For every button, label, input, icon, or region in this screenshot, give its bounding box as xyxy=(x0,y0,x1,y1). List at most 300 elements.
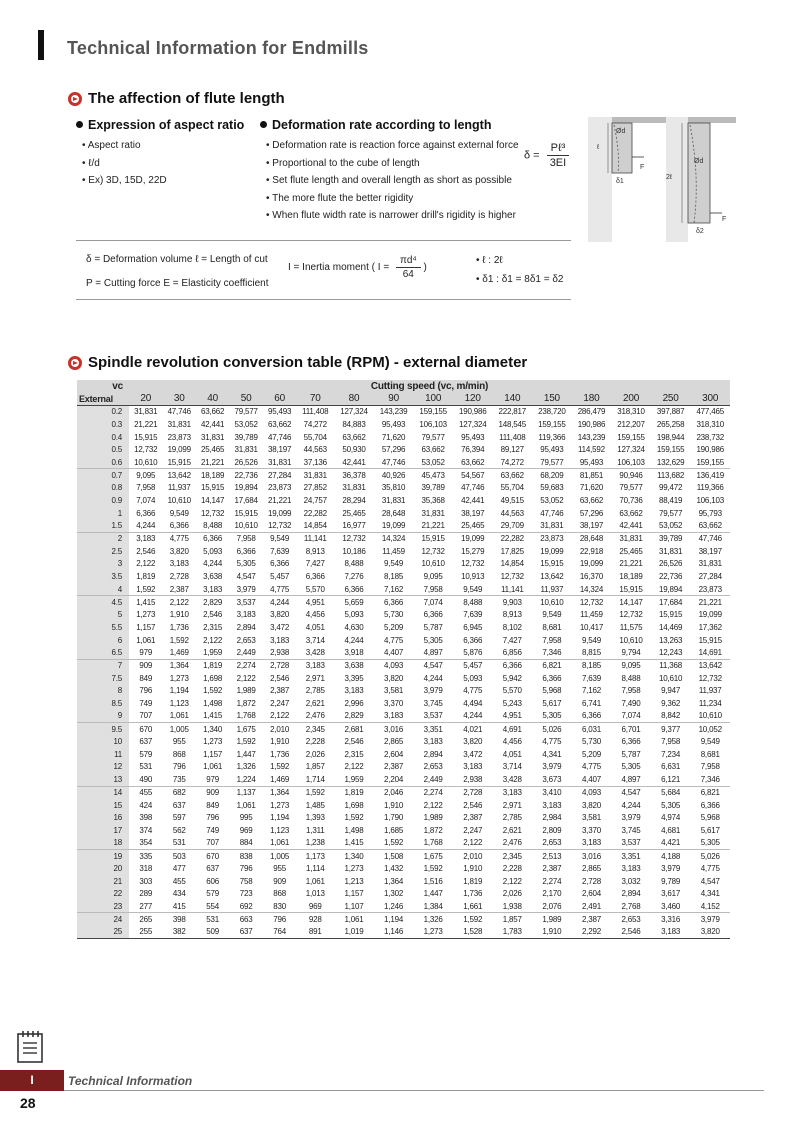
rpm-cell: 18,189 xyxy=(619,572,643,582)
rpm-cell: 4,547 xyxy=(423,661,443,671)
rpm-cell: 6,366 xyxy=(305,572,325,582)
rpm-cell: 1,157 xyxy=(203,749,223,759)
rpm-cell: 955 xyxy=(172,737,186,747)
rpm-cell: 531 xyxy=(162,837,195,850)
table-row xyxy=(77,558,730,571)
rpm-cell: 106,103 xyxy=(611,456,651,469)
footer-section-tab: I xyxy=(0,1070,64,1091)
rpm-cell: 2,491 xyxy=(572,900,612,913)
diameter-cell: 2 xyxy=(77,532,129,545)
rpm-cell: 2,865 xyxy=(384,737,404,747)
rpm-cell: 2,971 xyxy=(305,673,325,683)
rpm-cell: 2,996 xyxy=(344,699,364,709)
rpm-cell: 4,341 xyxy=(542,749,562,759)
rpm-cell: 849 xyxy=(206,800,220,810)
rpm-cell: 10,610 xyxy=(421,559,445,569)
rpm-cell: 3,745 xyxy=(423,699,443,709)
rpm-cell: 415 xyxy=(162,900,195,913)
rpm-cell: 1,340 xyxy=(203,724,223,734)
rpm-cell: 849 xyxy=(139,673,153,683)
rpm-cell: 11,141 xyxy=(303,534,327,544)
rpm-cell: 1,173 xyxy=(305,851,325,861)
rpm-cell: 4,897 xyxy=(611,773,651,786)
rpm-cell: 6,945 xyxy=(463,622,483,632)
rpm-cell: 3,183 xyxy=(542,800,562,810)
rpm-cell: 38,197 xyxy=(461,508,485,518)
rpm-cell: 2,122 xyxy=(344,762,364,772)
arrow-circle-icon xyxy=(68,356,82,370)
rpm-cell: 749 xyxy=(206,825,220,835)
rpm-cell: 1,592 xyxy=(463,914,483,924)
rpm-cell: 95,493 xyxy=(572,456,612,469)
rpm-cell: 7,639 xyxy=(270,546,290,556)
rpm-cell: 2,046 xyxy=(384,788,404,798)
rpm-cell: 1,685 xyxy=(384,825,404,835)
rpm-cell: 95,493 xyxy=(540,445,564,455)
rpm-cell: 16,370 xyxy=(579,572,604,582)
rpm-cell: 14,324 xyxy=(572,583,612,596)
rpm-cell: 238,720 xyxy=(538,407,566,417)
rpm-cell: 17,825 xyxy=(500,546,524,556)
rpm-cell: 2,894 xyxy=(236,622,256,632)
rpm-cell: 11,937 xyxy=(167,483,191,493)
rpm-cell: 2,894 xyxy=(621,889,641,899)
rpm-cell: 1,157 xyxy=(344,889,364,899)
speed-header-cell: 30 xyxy=(162,393,195,406)
rpm-cell: 4,244 xyxy=(344,635,364,645)
rpm-cell: 3,472 xyxy=(270,622,290,632)
rpm-cell: 4,244 xyxy=(203,559,223,569)
rpm-cell: 1,273 xyxy=(169,673,189,683)
table-row xyxy=(77,748,730,761)
rpm-cell: 1,768 xyxy=(413,837,453,850)
rpm-cell: 99,472 xyxy=(658,483,683,493)
rpm-cell: 2,604 xyxy=(384,749,404,759)
rpm-cell: 3,183 xyxy=(374,710,414,723)
rpm-cell: 3,820 xyxy=(690,926,730,939)
rpm-cell: 2,122 xyxy=(502,876,522,886)
rpm-cell: 57,296 xyxy=(381,445,406,455)
rpm-cell: 18,189 xyxy=(201,470,225,480)
rpm-cell: 6,366 xyxy=(203,534,223,544)
rpm-cell: 670 xyxy=(139,724,153,734)
section-title-rpm-table xyxy=(68,354,527,371)
rpm-cell: 3,918 xyxy=(334,646,374,659)
inertia-denominator: 64 xyxy=(402,269,414,280)
aspect-ratio-list xyxy=(82,140,167,193)
rpm-cell: 15,915 xyxy=(134,432,158,442)
rpm-cell: 335 xyxy=(139,851,153,861)
definition-p-e: P = Cutting force E = Elasticity coefficient xyxy=(86,278,269,289)
footer-label: Technical Information xyxy=(68,1074,193,1088)
rpm-cell: 1,384 xyxy=(413,900,453,913)
rpm-cell: 2,728 xyxy=(463,788,483,798)
rpm-cell: 12,243 xyxy=(651,646,691,659)
rpm-cell: 15,915 xyxy=(540,559,564,569)
diagram-label: F xyxy=(640,164,645,171)
rpm-cell: 95,493 xyxy=(461,432,485,442)
list-item: • When flute width rate is narrower drill's rigidity is higher xyxy=(266,210,519,228)
formula-fraction xyxy=(547,142,570,169)
rpm-cell: 47,746 xyxy=(374,456,414,469)
ratio-deformation: • δ1 : δ1 = 8δ1 = δ2 xyxy=(476,274,564,285)
rpm-cell: 2,865 xyxy=(581,863,601,873)
rpm-cell: 4,456 xyxy=(305,610,325,620)
diameter-cell: 9 xyxy=(77,710,129,723)
rpm-cell: 1,019 xyxy=(334,926,374,939)
rpm-cell: 2,653 xyxy=(236,635,256,645)
rpm-cell: 723 xyxy=(239,889,253,899)
rpm-cell: 4,244 xyxy=(453,710,493,723)
rpm-cell: 7,234 xyxy=(661,749,681,759)
rpm-cell: 2,513 xyxy=(542,851,562,861)
rpm-cell: 2,274 xyxy=(423,788,443,798)
table-row xyxy=(77,824,730,837)
diameter-cell: 0.6 xyxy=(77,456,129,469)
table-row xyxy=(77,405,730,418)
rpm-cell: 3,979 xyxy=(700,914,720,924)
rpm-cell: 1,273 xyxy=(136,610,156,620)
rpm-cell: 19,099 xyxy=(374,520,414,533)
rpm-cell: 7,639 xyxy=(581,673,601,683)
table-row xyxy=(77,926,730,939)
rpm-cell: 63,662 xyxy=(342,432,366,442)
rpm-cell: 303 xyxy=(139,876,153,886)
rpm-cell: 1,302 xyxy=(384,889,404,899)
rpm-cell: 6,366 xyxy=(502,661,522,671)
rpm-cell: 1,061 xyxy=(136,635,156,645)
speed-header-cell: 200 xyxy=(611,393,651,406)
rpm-cell: 7,346 xyxy=(690,773,730,786)
rpm-cell: 1,498 xyxy=(344,825,364,835)
rpm-cell: 2,809 xyxy=(542,825,562,835)
rpm-cell: 106,103 xyxy=(419,419,447,429)
rpm-cell: 5,305 xyxy=(532,710,572,723)
rpm-cell: 4,775 xyxy=(169,534,189,544)
rpm-cell: 15,915 xyxy=(234,508,258,518)
rpm-cell: 6,366 xyxy=(423,610,443,620)
diameter-cell: 8 xyxy=(77,685,129,698)
rpm-cell: 1,238 xyxy=(296,837,334,850)
rpm-cell: 1,326 xyxy=(423,914,443,924)
rpm-cell: 31,831 xyxy=(381,496,406,506)
rpm-cell: 265,258 xyxy=(656,419,685,429)
rpm-cell: 1,364 xyxy=(270,788,290,798)
rpm-cell: 13,642 xyxy=(167,470,191,480)
rpm-cell: 9,095 xyxy=(621,661,641,671)
rpm-cell: 212,207 xyxy=(617,419,645,429)
rpm-cell: 1,661 xyxy=(453,900,493,913)
rpm-cell: 3,617 xyxy=(661,889,681,899)
rpm-cell: 3,183 xyxy=(169,559,189,569)
rpm-cell: 5,305 xyxy=(690,837,730,850)
rpm-cell: 23,873 xyxy=(167,432,191,442)
rpm-cell: 9,377 xyxy=(661,724,681,734)
rpm-cell: 3,183 xyxy=(651,926,691,939)
rpm-cell: 3,016 xyxy=(581,851,601,861)
header-bar xyxy=(38,30,44,60)
deformation-title-text: Deformation rate according to length xyxy=(272,118,492,132)
rpm-cell: 868 xyxy=(273,889,286,899)
rpm-cell: 68,209 xyxy=(540,470,564,480)
rpm-cell: 42,441 xyxy=(611,520,651,533)
rpm-cell: 5,942 xyxy=(502,673,522,683)
rpm-cell: 84,883 xyxy=(342,419,366,429)
table-row xyxy=(77,583,730,596)
rpm-cell: 21,221 xyxy=(698,597,722,607)
rpm-cell: 2,247 xyxy=(463,825,483,835)
aspect-ratio-title xyxy=(76,118,244,132)
diameter-cell: 4.5 xyxy=(77,596,129,609)
rpm-cell: 995 xyxy=(239,813,253,823)
rpm-cell: 1,194 xyxy=(270,813,290,823)
rpm-cell: 10,610 xyxy=(619,635,643,645)
inertia-fraction xyxy=(396,255,421,280)
rpm-cell: 1,061 xyxy=(162,710,195,723)
rpm-cell: 3,183 xyxy=(136,534,156,544)
rpm-cell: 2,228 xyxy=(502,863,522,873)
rpm-cell: 114,592 xyxy=(577,445,605,455)
rpm-cell: 2,204 xyxy=(374,773,414,786)
rpm-cell: 26,526 xyxy=(229,456,262,469)
diameter-cell: 21 xyxy=(77,875,129,888)
rpm-cell: 5,026 xyxy=(700,851,720,861)
rpm-cell: 1,959 xyxy=(334,773,374,786)
rpm-cell: 637 xyxy=(139,737,153,747)
diameter-cell: 11 xyxy=(77,748,129,761)
rpm-cell: 2,010 xyxy=(463,851,483,861)
deformation-list xyxy=(266,140,519,228)
inertia-label: I = Inertia moment ( I = xyxy=(288,262,390,274)
rpm-cell: 1,872 xyxy=(236,699,256,709)
rpm-cell: 3,183 xyxy=(270,635,290,645)
rpm-cell: 1,415 xyxy=(136,597,156,607)
rpm-cell: 1,013 xyxy=(305,889,325,899)
rpm-cell: 190,986 xyxy=(458,407,487,417)
rpm-cell: 1,469 xyxy=(162,646,195,659)
speed-header-cell: 300 xyxy=(690,393,730,406)
rpm-cell: 1,592 xyxy=(169,635,189,645)
rpm-cell: 5,730 xyxy=(384,610,404,620)
rpm-cell: 1,698 xyxy=(344,800,364,810)
rpm-cell: 10,610 xyxy=(229,520,262,533)
rpm-cell: 398 xyxy=(139,813,153,823)
rpm-cell: 1,415 xyxy=(334,837,374,850)
rpm-cell: 222,817 xyxy=(498,407,527,417)
rpm-cell: 7,490 xyxy=(621,699,641,709)
rpm-cell: 11,937 xyxy=(698,686,722,696)
rpm-cell: 531 xyxy=(206,914,220,924)
list-item: • Ex) 3D, 15D, 22D xyxy=(82,175,167,193)
section-title-text: The affection of flute length xyxy=(88,90,285,107)
rpm-cell: 2,010 xyxy=(270,724,290,734)
rpm-cell: 5,787 xyxy=(423,622,443,632)
speed-header-cell: 90 xyxy=(374,393,414,406)
rpm-cell: 6,366 xyxy=(236,546,256,556)
rpm-cell: 4,421 xyxy=(651,837,691,850)
rpm-cell: 5,243 xyxy=(502,699,522,709)
rpm-cell: 1,592 xyxy=(305,788,325,798)
rpm-cell: 796 xyxy=(273,914,286,924)
rpm-cell: 4,974 xyxy=(661,813,681,823)
rpm-cell: 2,122 xyxy=(136,559,156,569)
notepad-icon xyxy=(14,1030,48,1064)
rpm-cell: 45,473 xyxy=(421,470,445,480)
rpm-cell: 4,775 xyxy=(463,686,483,696)
rpm-cell: 1,592 xyxy=(203,686,223,696)
table-row xyxy=(77,837,730,850)
rpm-cell: 37,136 xyxy=(296,456,334,469)
diameter-cell: 23 xyxy=(77,900,129,913)
rpm-cell: 19,099 xyxy=(579,559,604,569)
rpm-cell: 1,061 xyxy=(236,800,256,810)
rpm-cell: 637 xyxy=(172,800,186,810)
rpm-cell: 1,364 xyxy=(384,876,404,886)
list-item: • The more flute the better rigidity xyxy=(266,193,519,211)
rpm-cell: 31,831 xyxy=(619,534,643,544)
page-title: Technical Information for Endmills xyxy=(67,38,369,58)
rpm-cell: 12,732 xyxy=(134,445,158,455)
rpm-cell: 7,958 xyxy=(621,686,641,696)
rpm-cell: 12,732 xyxy=(698,673,722,683)
rpm-cell: 13,642 xyxy=(698,661,722,671)
list-item: • Aspect ratio xyxy=(82,140,167,158)
rpm-cell: 9,362 xyxy=(661,699,681,709)
rpm-cell: 1,061 xyxy=(203,762,223,772)
rpm-cell: 796 xyxy=(172,762,186,772)
rpm-cell: 1,194 xyxy=(384,914,404,924)
rpm-cell: 670 xyxy=(206,851,220,861)
rpm-cell: 2,122 xyxy=(236,673,256,683)
rpm-cell: 81,851 xyxy=(579,470,604,480)
rpm-cell: 5,617 xyxy=(700,825,720,835)
rpm-cell: 53,052 xyxy=(413,456,453,469)
table-row xyxy=(77,761,730,774)
rpm-cell: 9,549 xyxy=(542,610,562,620)
rpm-cell: 979 xyxy=(196,773,229,786)
rpm-cell: 63,662 xyxy=(500,470,524,480)
rpm-cell: 25,465 xyxy=(342,508,366,518)
rpm-cell: 2,387 xyxy=(463,813,483,823)
rpm-cell: 39,789 xyxy=(421,483,445,493)
table-row xyxy=(77,608,730,621)
rpm-cell: 830 xyxy=(263,900,296,913)
rpm-cell: 25,465 xyxy=(619,546,643,556)
table-row xyxy=(77,431,730,444)
rpm-cell: 113,682 xyxy=(657,470,685,480)
rpm-cell: 17,684 xyxy=(234,496,258,506)
rpm-cell: 2,546 xyxy=(463,800,483,810)
rpm-cell: 17,362 xyxy=(698,622,722,632)
speed-header-cell: 40 xyxy=(196,393,229,406)
rpm-cell: 74,272 xyxy=(303,419,327,429)
rpm-cell: 1,872 xyxy=(423,825,443,835)
rpm-cell: 909 xyxy=(273,876,286,886)
table-row xyxy=(77,520,730,533)
rpm-cell: 95,793 xyxy=(698,508,722,518)
rpm-cell: 9,794 xyxy=(611,646,651,659)
rpm-cell: 4,775 xyxy=(384,635,404,645)
rpm-cell: 682 xyxy=(172,788,186,798)
rpm-cell: 9,903 xyxy=(502,597,522,607)
rpm-cell: 3,714 xyxy=(305,635,325,645)
rpm-cell: 27,284 xyxy=(267,470,292,480)
rpm-cell: 424 xyxy=(139,800,153,810)
rpm-cell: 554 xyxy=(196,900,229,913)
rpm-cell: 4,093 xyxy=(384,661,404,671)
rpm-cell: 1,005 xyxy=(270,851,290,861)
rpm-cell: 2,292 xyxy=(572,926,612,939)
rpm-cell: 21,221 xyxy=(196,456,229,469)
rpm-cell: 3,183 xyxy=(572,837,612,850)
rpm-cell: 1,224 xyxy=(229,773,262,786)
rpm-cell: 3,183 xyxy=(621,863,641,873)
rpm-cell: 17,684 xyxy=(658,597,683,607)
deformation-title xyxy=(260,118,491,132)
rpm-cell: 90,946 xyxy=(619,470,643,480)
rpm-cell: 7,958 xyxy=(700,762,720,772)
rpm-cell: 238,732 xyxy=(696,432,724,442)
rpm-cell: 27,284 xyxy=(698,572,722,582)
rpm-cell: 22,282 xyxy=(500,534,524,544)
rpm-cell: 27,852 xyxy=(303,483,327,493)
rpm-cell: 2,449 xyxy=(229,646,262,659)
rpm-cell: 44,563 xyxy=(303,445,327,455)
rpm-cell: 1,415 xyxy=(196,710,229,723)
rpm-cell: 374 xyxy=(139,825,153,835)
rpm-cell: 31,831 xyxy=(421,508,445,518)
rpm-cell: 4,951 xyxy=(493,710,533,723)
table-row xyxy=(77,545,730,558)
table-row xyxy=(77,900,730,913)
table-row xyxy=(77,469,730,482)
rpm-cell: 7,074 xyxy=(611,710,651,723)
rpm-cell: 9,549 xyxy=(581,635,601,645)
rpm-cell: 1,273 xyxy=(413,926,453,939)
rpm-cell: 884 xyxy=(229,837,262,850)
rpm-cell: 28,648 xyxy=(381,508,406,518)
rpm-cell: 758 xyxy=(239,876,253,886)
rpm-cell: 6,366 xyxy=(542,673,562,683)
rpm-cell: 1,790 xyxy=(384,813,404,823)
rpm-cell: 3,316 xyxy=(661,914,681,924)
rpm-cell: 3,395 xyxy=(344,673,364,683)
speed-header-cell: 50 xyxy=(229,393,262,406)
rpm-cell: 55,704 xyxy=(500,483,524,493)
rpm-cell: 749 xyxy=(139,699,153,709)
rpm-cell: 4,093 xyxy=(581,788,601,798)
rpm-cell: 2,653 xyxy=(423,762,443,772)
rpm-cell: 3,016 xyxy=(384,724,404,734)
rpm-cell: 5,305 xyxy=(236,559,256,569)
rpm-cell: 1,137 xyxy=(236,788,256,798)
rpm-cell: 909 xyxy=(139,661,153,671)
rpm-cell: 3,820 xyxy=(463,737,483,747)
rpm-cell: 9,549 xyxy=(384,559,404,569)
rpm-cell: 796 xyxy=(206,813,220,823)
rpm-cell: 3,537 xyxy=(413,710,453,723)
rpm-cell: 289 xyxy=(139,889,153,899)
rpm-cell: 190,986 xyxy=(696,445,724,455)
rpm-cell: 1,592 xyxy=(236,737,256,747)
rpm-cell: 318 xyxy=(139,863,153,873)
rpm-cell: 14,147 xyxy=(619,597,643,607)
rpm-cell: 11,937 xyxy=(532,583,572,596)
rpm-cell: 8,102 xyxy=(502,622,522,632)
rpm-cell: 4,051 xyxy=(305,622,325,632)
cutting-speed-header: Cutting speed (vc, m/min) xyxy=(129,380,730,393)
rpm-cell: 6,741 xyxy=(581,699,601,709)
